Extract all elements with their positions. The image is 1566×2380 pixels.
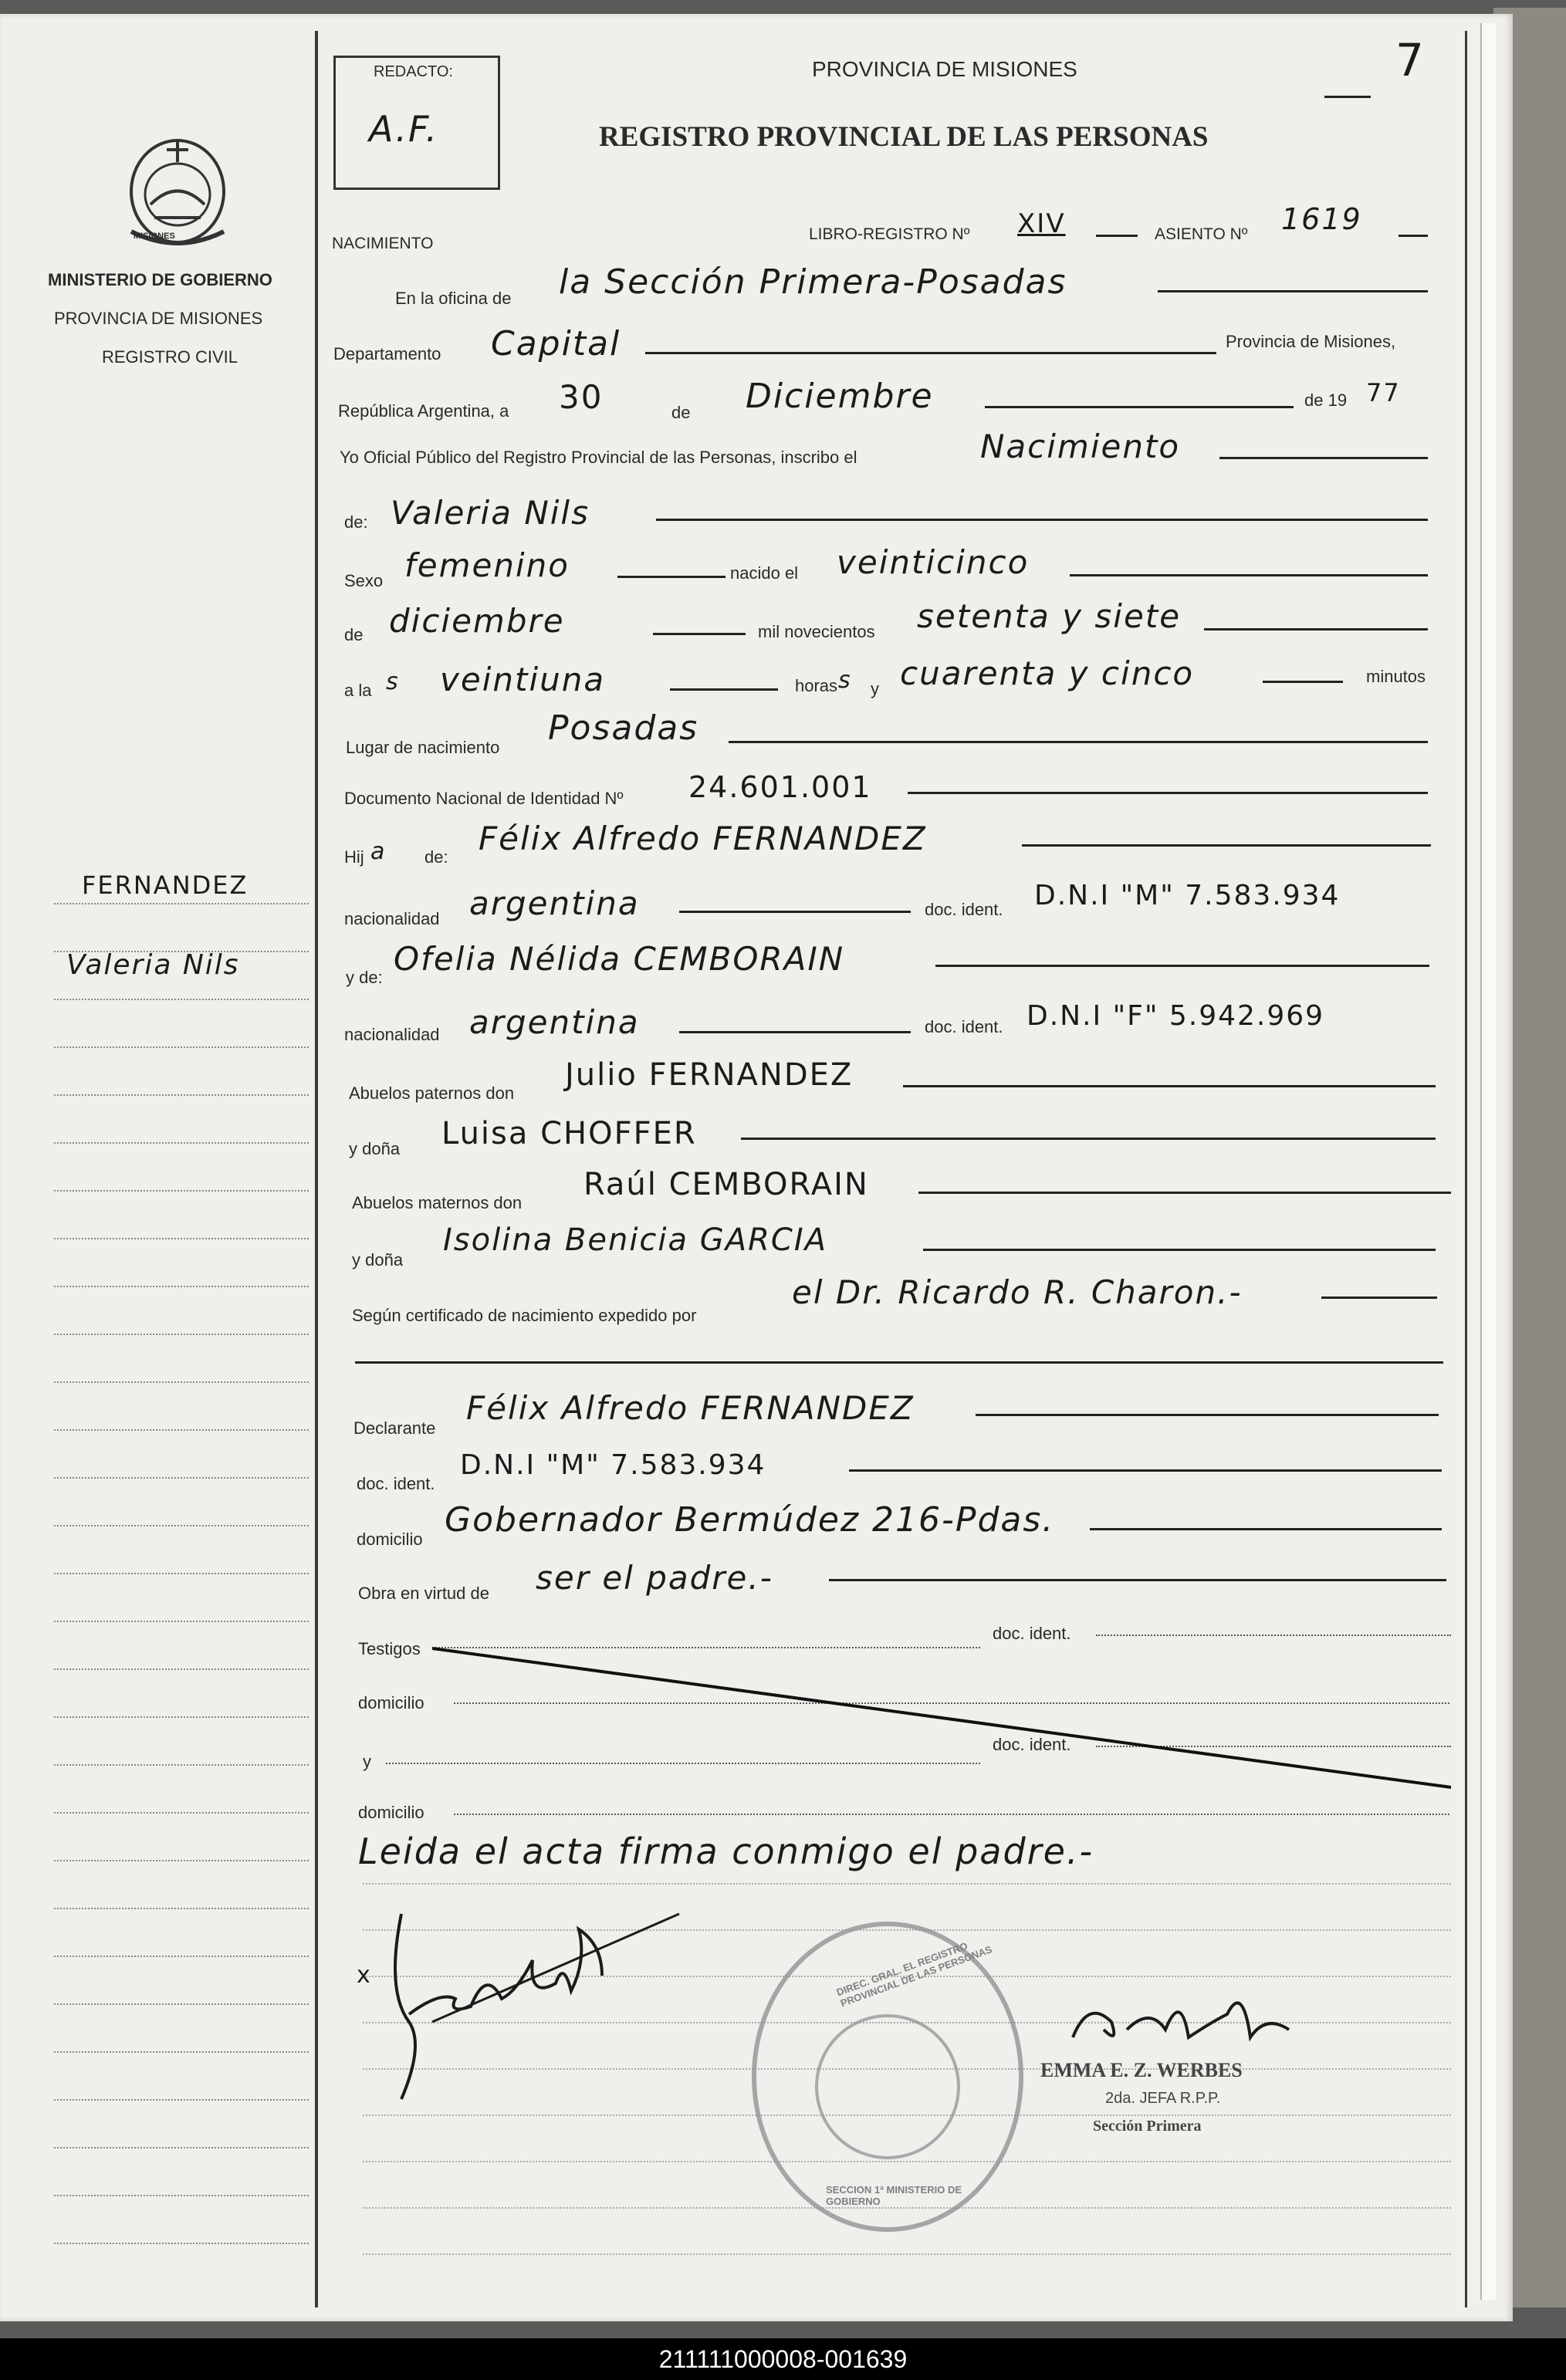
margin-rule bbox=[54, 2147, 309, 2148]
docid1-value: D.N.I "M" 7.583.934 bbox=[1034, 880, 1341, 911]
page-stack-edge bbox=[1480, 23, 1496, 2300]
declarante-label: Declarante bbox=[353, 1418, 436, 1438]
page-title: REGISTRO PROVINCIAL DE LAS PERSONAS bbox=[599, 121, 1209, 153]
margin-rule bbox=[54, 1573, 309, 1574]
docid3-line bbox=[849, 1469, 1442, 1472]
departamento-label: Departamento bbox=[333, 344, 441, 363]
abmat2-line bbox=[923, 1249, 1436, 1251]
margin-rule bbox=[54, 2099, 309, 2101]
seal-outer-text: DIREC. GRAL. EL REGISTRO PROVINCIAL DE LAS PERSONAS bbox=[834, 1939, 994, 2010]
mother-line bbox=[935, 965, 1429, 967]
cert-line-2 bbox=[355, 1361, 1443, 1364]
margin-rule bbox=[54, 1668, 309, 1670]
birth-month-line bbox=[653, 633, 746, 635]
redacto-value: A.F. bbox=[369, 108, 439, 150]
margin-rule bbox=[54, 1860, 309, 1861]
cert-label: Según certificado de nacimiento expedido por bbox=[352, 1306, 697, 1325]
abpat-line bbox=[903, 1085, 1436, 1087]
margin-rule bbox=[54, 1429, 309, 1431]
obra-value: ser el padre.- bbox=[536, 1559, 773, 1597]
father-value: Félix Alfredo FERNANDEZ bbox=[479, 820, 927, 857]
sexo-line bbox=[617, 576, 726, 578]
y2-label: y bbox=[363, 1752, 371, 1771]
abmat-value: Raúl CEMBORAIN bbox=[583, 1167, 869, 1202]
testigos-label: Testigos bbox=[358, 1639, 421, 1658]
sexo-value: femenino bbox=[404, 546, 570, 584]
lugar-label: Lugar de nacimiento bbox=[346, 738, 500, 757]
inscribo-line bbox=[1219, 457, 1428, 459]
official-name: EMMA E. Z. WERBES bbox=[1040, 2059, 1243, 2081]
margin-rule bbox=[54, 1812, 309, 1814]
registry-label: REGISTRO CIVIL bbox=[102, 347, 238, 367]
de-nombre-label: de: bbox=[344, 512, 368, 532]
dni-label: Documento Nacional de Identidad Nº bbox=[344, 789, 624, 808]
docid2-label: doc. ident. bbox=[925, 1017, 1003, 1036]
margin-rule bbox=[54, 1094, 309, 1096]
ministry-label: MINISTERIO DE GOBIERNO bbox=[48, 270, 272, 289]
margin-rule bbox=[54, 2243, 309, 2244]
seal-inner-ring bbox=[815, 2014, 960, 2159]
margin-rule bbox=[54, 1142, 309, 1144]
obra-label: Obra en virtud de bbox=[358, 1584, 489, 1603]
nac2-line bbox=[679, 1031, 911, 1033]
docid3-value: D.N.I "M" 7.583.934 bbox=[460, 1449, 766, 1481]
asiento-label: ASIENTO Nº bbox=[1155, 225, 1248, 243]
signature-x-mark: x bbox=[357, 1962, 372, 1989]
father-line bbox=[1022, 844, 1431, 847]
margin-rule bbox=[54, 1956, 309, 1957]
departamento-value: Capital bbox=[491, 324, 621, 363]
ydona2-label: y doña bbox=[352, 1250, 404, 1269]
minutes-line bbox=[1263, 681, 1343, 683]
nac1-value: argentina bbox=[469, 884, 640, 922]
ydona1-label: y doña bbox=[349, 1139, 401, 1158]
abmat-line bbox=[918, 1192, 1451, 1194]
page-number: 7 bbox=[1395, 34, 1426, 86]
libro-line bbox=[1096, 235, 1138, 237]
official-section: Sección Primera bbox=[1093, 2118, 1202, 2135]
republica-label: República Argentina, a bbox=[338, 401, 509, 421]
margin-surname: FERNANDEZ bbox=[82, 871, 249, 900]
nacido-value: veinticinco bbox=[837, 543, 1030, 581]
header-province: PROVINCIA DE MISIONES bbox=[812, 57, 1077, 81]
margin-rule bbox=[54, 1525, 309, 1526]
dni-value: 24.601.001 bbox=[688, 770, 872, 804]
margin-rule bbox=[54, 999, 309, 1000]
nacido-label: nacido el bbox=[730, 563, 799, 583]
province-label: PROVINCIA DE MISIONES bbox=[54, 309, 263, 328]
obra-line bbox=[829, 1579, 1446, 1581]
image-id-footer bbox=[0, 2338, 1566, 2380]
margin-rule bbox=[54, 951, 309, 952]
margin-rule bbox=[54, 1908, 309, 1909]
alas-suffix: s bbox=[386, 668, 400, 695]
abpat-label: Abuelos paternos don bbox=[349, 1084, 515, 1103]
margin-divider bbox=[315, 31, 318, 2307]
de19-label: de 19 bbox=[1304, 390, 1348, 410]
margin-rule bbox=[54, 903, 309, 904]
month-value: Diciembre bbox=[746, 377, 934, 416]
docid5-label: doc. ident. bbox=[993, 1735, 1071, 1754]
page-number-dash bbox=[1324, 96, 1371, 98]
margin-rule bbox=[54, 2051, 309, 2053]
nac2-label: nacionalidad bbox=[344, 1025, 440, 1044]
margin-rule bbox=[54, 1716, 309, 1718]
margin-rule bbox=[54, 1190, 309, 1192]
inscribo-value: Nacimiento bbox=[980, 428, 1181, 465]
official-role: 2da. JEFA R.P.P. bbox=[1105, 2090, 1221, 2107]
domicilio3-label: domicilio bbox=[358, 1803, 424, 1822]
yde-label: y de: bbox=[346, 968, 383, 987]
margin-rule bbox=[54, 1381, 309, 1383]
margin-rule bbox=[54, 1621, 309, 1622]
emblem-label: MISIONES bbox=[134, 232, 175, 241]
horas-suffix: s bbox=[838, 667, 852, 694]
domicilio-label: domicilio bbox=[357, 1530, 423, 1549]
lugar-value: Posadas bbox=[548, 708, 699, 748]
abmat2-value: Isolina Benicia GARCIA bbox=[443, 1222, 828, 1258]
domicilio3-dots bbox=[454, 1814, 1449, 1815]
docid4-label: doc. ident. bbox=[993, 1624, 1071, 1643]
alas-label: a la bbox=[344, 681, 372, 700]
nac2-value: argentina bbox=[469, 1003, 640, 1041]
lugar-line bbox=[729, 741, 1428, 743]
nac1-line bbox=[679, 911, 911, 913]
strike-through-line bbox=[432, 1644, 1466, 1790]
birth-year-line bbox=[1204, 628, 1428, 630]
y-label: y bbox=[871, 679, 879, 698]
asiento-value: 1619 bbox=[1281, 202, 1362, 236]
domicilio-value: Gobernador Bermúdez 216-Pdas. bbox=[445, 1500, 1055, 1540]
name-line bbox=[656, 519, 1428, 521]
libro-value: XIV bbox=[1017, 208, 1066, 239]
de-label: de bbox=[671, 403, 691, 422]
libro-label: LIBRO-REGISTRO Nº bbox=[809, 225, 970, 243]
child-name-value: Valeria Nils bbox=[391, 494, 590, 532]
hija-label: Hij bbox=[344, 847, 364, 867]
departamento-line bbox=[645, 352, 1216, 354]
month-line bbox=[985, 406, 1294, 408]
provincia-label: Provincia de Misiones, bbox=[1226, 332, 1396, 351]
horas-label: horas bbox=[795, 676, 838, 695]
domicilio2-label: domicilio bbox=[358, 1693, 424, 1712]
abmat-label: Abuelos maternos don bbox=[352, 1193, 523, 1212]
redacto-label: REDACTO: bbox=[374, 63, 453, 80]
domicilio-line bbox=[1090, 1528, 1442, 1530]
mother-value: Ofelia Nélida CEMBORAIN bbox=[394, 940, 845, 978]
official-signature bbox=[1057, 1976, 1320, 2068]
oficina-label: En la oficina de bbox=[395, 289, 512, 308]
margin-rule bbox=[54, 2195, 309, 2196]
minutes-value: cuarenta y cinco bbox=[900, 654, 1195, 692]
cert-line bbox=[1321, 1296, 1437, 1299]
image-id: 211111000008-001639 bbox=[658, 2345, 908, 2373]
margin-rule bbox=[54, 1477, 309, 1479]
year-value: 77 bbox=[1366, 378, 1401, 407]
margin-given-names: Valeria Nils bbox=[66, 949, 240, 981]
margin-rule bbox=[54, 1334, 309, 1335]
dni-line bbox=[908, 792, 1428, 794]
birth-month-value: diciembre bbox=[389, 602, 565, 640]
minutos-label: minutos bbox=[1366, 667, 1426, 686]
declarante-line bbox=[976, 1414, 1439, 1416]
day-value: 30 bbox=[559, 378, 604, 416]
docid2-value: D.N.I "F" 5.942.969 bbox=[1027, 1000, 1325, 1032]
margin-rule bbox=[54, 1764, 309, 1766]
de2-label: de bbox=[344, 625, 364, 644]
oficina-line bbox=[1158, 290, 1428, 292]
oficina-value: la Sección Primera-Posadas bbox=[559, 262, 1067, 302]
abpat-value: Julio FERNANDEZ bbox=[565, 1057, 854, 1093]
margin-rule bbox=[54, 1238, 309, 1239]
docid3-label: doc. ident. bbox=[357, 1474, 435, 1493]
margin-rule bbox=[54, 2003, 309, 2005]
declarante-value: Félix Alfredo FERNANDEZ bbox=[466, 1389, 915, 1427]
body-rule bbox=[363, 2253, 1451, 2255]
margin-rule bbox=[54, 1046, 309, 1048]
sexo-label: Sexo bbox=[344, 571, 384, 590]
abpat2-value: Luisa CHOFFER bbox=[441, 1116, 697, 1151]
declarant-signature bbox=[370, 1898, 695, 2115]
asiento-line bbox=[1399, 235, 1428, 237]
hija-de-label: de: bbox=[424, 847, 448, 867]
docid4-dots bbox=[1096, 1635, 1451, 1636]
nacido-line bbox=[1070, 574, 1428, 576]
abpat2-line bbox=[741, 1138, 1436, 1140]
hour-line bbox=[670, 688, 778, 691]
body-rule bbox=[363, 1883, 1451, 1885]
closing-note: Leida el acta firma conmigo el padre.- bbox=[358, 1831, 1094, 1872]
mil-label: mil novecientos bbox=[758, 622, 875, 641]
seal-inner-text: SECCION 1ª MINISTERIO DE GOBIERNO bbox=[826, 2184, 962, 2207]
hour-value: veintiuna bbox=[440, 661, 606, 698]
hija-suffix: a bbox=[370, 838, 387, 865]
birth-year-value: setenta y siete bbox=[917, 597, 1182, 635]
right-border bbox=[1465, 31, 1467, 2307]
nacimiento-label: NACIMIENTO bbox=[332, 235, 434, 252]
nac1-label: nacionalidad bbox=[344, 909, 440, 928]
cert-value: el Dr. Ricardo R. Charon.- bbox=[792, 1273, 1243, 1311]
margin-rule bbox=[54, 1286, 309, 1287]
oficial-label: Yo Oficial Público del Registro Provincial de las Personas, inscribo el bbox=[340, 448, 857, 467]
docid1-label: doc. ident. bbox=[925, 900, 1003, 919]
